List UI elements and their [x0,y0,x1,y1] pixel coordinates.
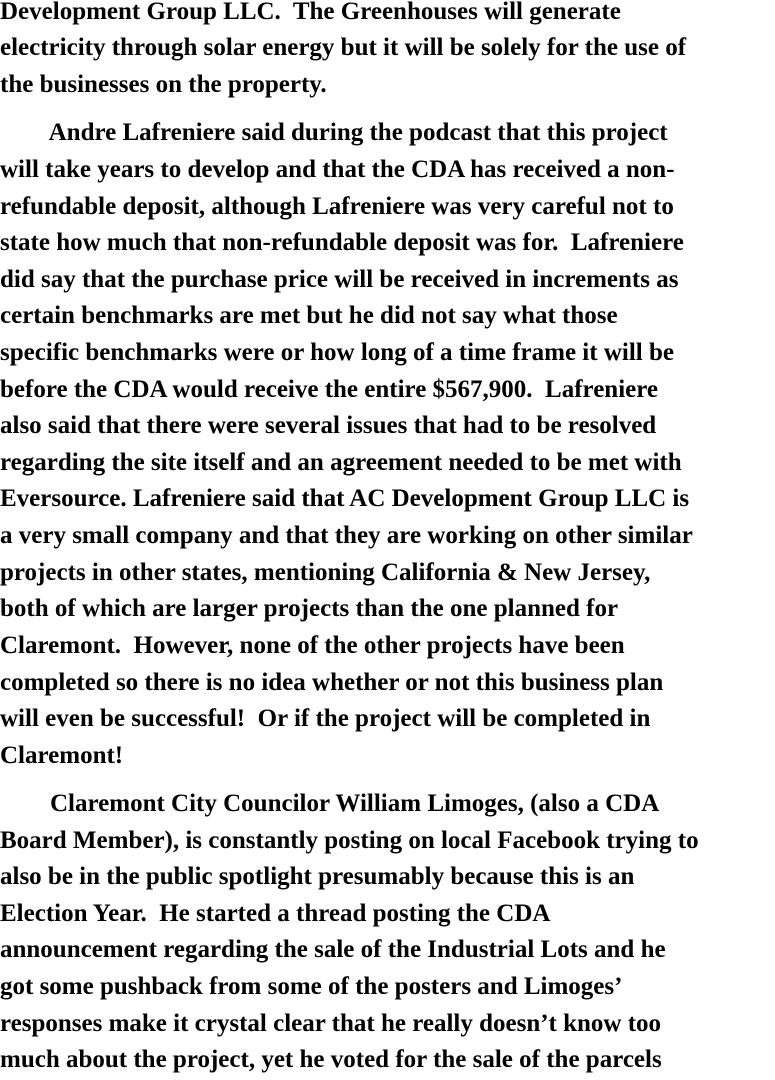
text-line: state how much that non-refundable deposit was for. Lafreniere [0,229,684,256]
text-line: projects in other states, mentioning California & New Jersey, [0,559,651,586]
text-line: a very small company and that they are working on other similar [0,522,693,549]
text-line: certain benchmarks are met but he did not say what those [0,302,618,329]
text-line: Claremont City Councilor William Limoges, (also a CDA [0,790,660,817]
text-line: did say that the purchase price will be received in increments as [0,266,679,293]
text-line: refundable deposit, although Lafreniere was very careful not to [0,193,674,220]
text-line: also said that there were several issues that had to be resolved [0,412,657,439]
text-line: much about the project, yet he voted for the sale of the parcels [0,1046,662,1073]
text-line: specific benchmarks were or how long of a time frame it will be [0,339,674,366]
text-line: Claremont! [0,742,124,769]
text-line: regarding the site itself and an agreement needed to be met with [0,449,682,476]
text-line: Andre Lafreniere said during the podcast that this project [0,119,668,146]
text-line: will take years to develop and that the CDA has received a non- [0,156,675,183]
text-line: Development Group LLC. The Greenhouses will generate [0,0,621,25]
text-line: announcement regarding the sale of the Industrial Lots and he [0,936,666,963]
text-line: responses make it crystal clear that he really doesn’t know too [0,1010,662,1037]
text-line: electricity through solar energy but it will be solely for the use of [0,34,687,61]
text-line: Claremont. However, none of the other projects have been [0,632,625,659]
text-line: both of which are larger projects than the one planned for [0,595,619,622]
text-line: completed so there is no idea whether or not this business plan [0,669,664,696]
text-line: before the CDA would receive the entire $567,900. Lafreniere [0,376,658,403]
text-line: got some pushback from some of the posters and Limoges’ [0,973,623,1000]
text-line: Board Member), is constantly posting on local Facebook trying to [0,827,699,854]
text-line: Election Year. He started a thread posting the CDA [0,900,551,927]
text-line: the businesses on the property. [0,71,327,98]
text-line: will even be successful! Or if the project will be completed in [0,705,651,732]
text-line: also be in the public spotlight presumably because this is an [0,863,635,890]
text-line: Eversource. Lafreniere said that AC Development Group LLC is [0,485,690,512]
